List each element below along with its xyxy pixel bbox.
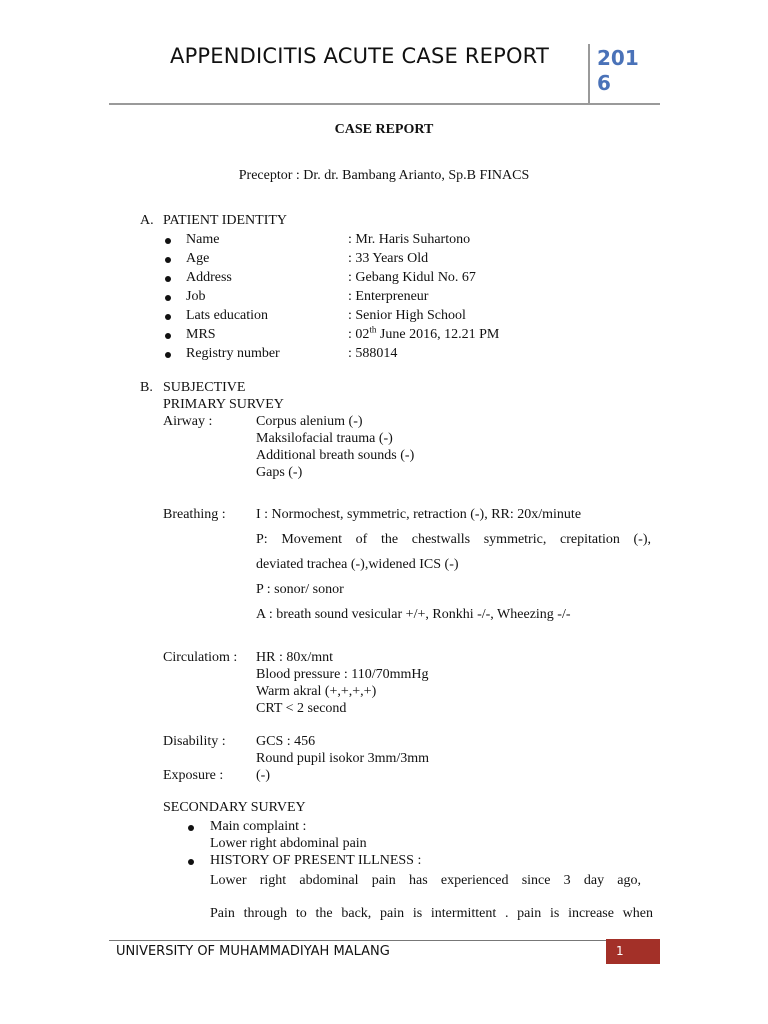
header-year xyxy=(597,46,649,96)
identity-value: : Mr. Haris Suhartono xyxy=(348,232,471,247)
identity-label: Registry number xyxy=(186,346,280,361)
mrs-date-suffix: th xyxy=(369,324,377,335)
bullet-icon xyxy=(165,257,171,263)
history-text-2: Pain through to the back, pain is intermittent . pain is increase when xyxy=(210,906,653,921)
circulation-item: CRT < 2 second xyxy=(256,701,347,716)
identity-value: : Enterpreneur xyxy=(348,289,429,304)
section-b-letter: B. xyxy=(140,380,153,395)
header-divider-horizontal xyxy=(109,103,660,105)
bullet-icon xyxy=(165,314,171,320)
doc-title: CASE REPORT xyxy=(334,122,434,137)
footer-divider xyxy=(109,940,606,941)
disability-item: GCS : 456 xyxy=(256,734,316,749)
disability-label: Disability : xyxy=(163,734,226,749)
bullet-icon xyxy=(165,333,171,339)
airway-item: Gaps (-) xyxy=(256,465,303,480)
history-label: HISTORY OF PRESENT ILLNESS : xyxy=(210,853,422,868)
circulation-item: HR : 80x/mnt xyxy=(256,650,334,665)
history-text-1: Lower right abdominal pain has experienced since 3 day ago, xyxy=(210,873,641,888)
bullet-icon xyxy=(165,238,171,244)
section-a-heading: PATIENT IDENTITY xyxy=(163,213,288,228)
page-number: 1 xyxy=(616,944,624,958)
secondary-survey-heading: SECONDARY SURVEY xyxy=(163,800,306,815)
breathing-label: Breathing : xyxy=(163,507,226,522)
header-divider-vertical xyxy=(588,44,590,104)
header-year-line2: 6 xyxy=(597,71,611,95)
mrs-date-day: : 02 xyxy=(348,327,370,342)
main-complaint-label: Main complaint : xyxy=(210,819,307,834)
identity-label: MRS xyxy=(186,327,216,342)
identity-label: Job xyxy=(186,289,206,304)
identity-label: Name xyxy=(186,232,220,247)
breathing-auscultation: A : breath sound vesicular +/+, Ronkhi -/-, Wheezing -/- xyxy=(256,607,571,622)
circulation-item: Warm akral (+,+,+,+) xyxy=(256,684,377,699)
header-title: APPENDICITIS ACUTE CASE REPORT xyxy=(170,44,549,68)
bullet-icon xyxy=(165,352,171,358)
circulation-item: Blood pressure : 110/70mmHg xyxy=(256,667,429,682)
section-b-heading: SUBJECTIVE xyxy=(163,380,246,395)
airway-item: Additional breath sounds (-) xyxy=(256,448,415,463)
header-year-line1: 201 xyxy=(597,46,639,70)
identity-label: Lats education xyxy=(186,308,269,323)
breathing-inspection: I : Normochest, symmetric, retraction (-), RR: 20x/minute xyxy=(256,507,582,522)
identity-label: Address xyxy=(186,270,232,285)
bullet-icon xyxy=(188,825,194,831)
bullet-icon xyxy=(165,295,171,301)
mrs-date-rest: June 2016, 12.21 PM xyxy=(376,327,500,342)
preceptor: Preceptor : Dr. dr. Bambang Arianto, Sp.B FINACS xyxy=(238,168,530,183)
airway-item: Maksilofacial trauma (-) xyxy=(256,431,393,446)
identity-value: : Gebang Kidul No. 67 xyxy=(348,270,476,285)
breathing-palpation: P: Movement of the chestwalls symmetric, crepitation (-), xyxy=(256,532,651,547)
bullet-icon xyxy=(165,276,171,282)
main-complaint-value: Lower right abdominal pain xyxy=(210,836,367,851)
bullet-icon xyxy=(188,859,194,865)
footer-university: UNIVERSITY OF MUHAMMADIYAH MALANG xyxy=(116,944,390,959)
airway-item: Corpus alenium (-) xyxy=(256,414,363,429)
section-a-letter: A. xyxy=(140,213,154,228)
identity-value xyxy=(348,324,500,343)
airway-label: Airway : xyxy=(163,414,213,429)
primary-survey-heading: PRIMARY SURVEY xyxy=(163,397,284,412)
identity-value: : 588014 xyxy=(348,346,398,361)
disability-item: Round pupil isokor 3mm/3mm xyxy=(256,751,430,766)
exposure-label: Exposure : xyxy=(163,768,224,783)
circulation-label: Circulatiom : xyxy=(163,650,238,665)
identity-label: Age xyxy=(186,251,210,266)
page-number-box xyxy=(606,939,660,964)
identity-value: : 33 Years Old xyxy=(348,251,429,266)
exposure-value: (-) xyxy=(256,768,270,783)
identity-value: : Senior High School xyxy=(348,308,466,323)
breathing-palpation-cont: deviated trachea (-),widened ICS (-) xyxy=(256,557,459,572)
breathing-percussion: P : sonor/ sonor xyxy=(256,582,344,597)
